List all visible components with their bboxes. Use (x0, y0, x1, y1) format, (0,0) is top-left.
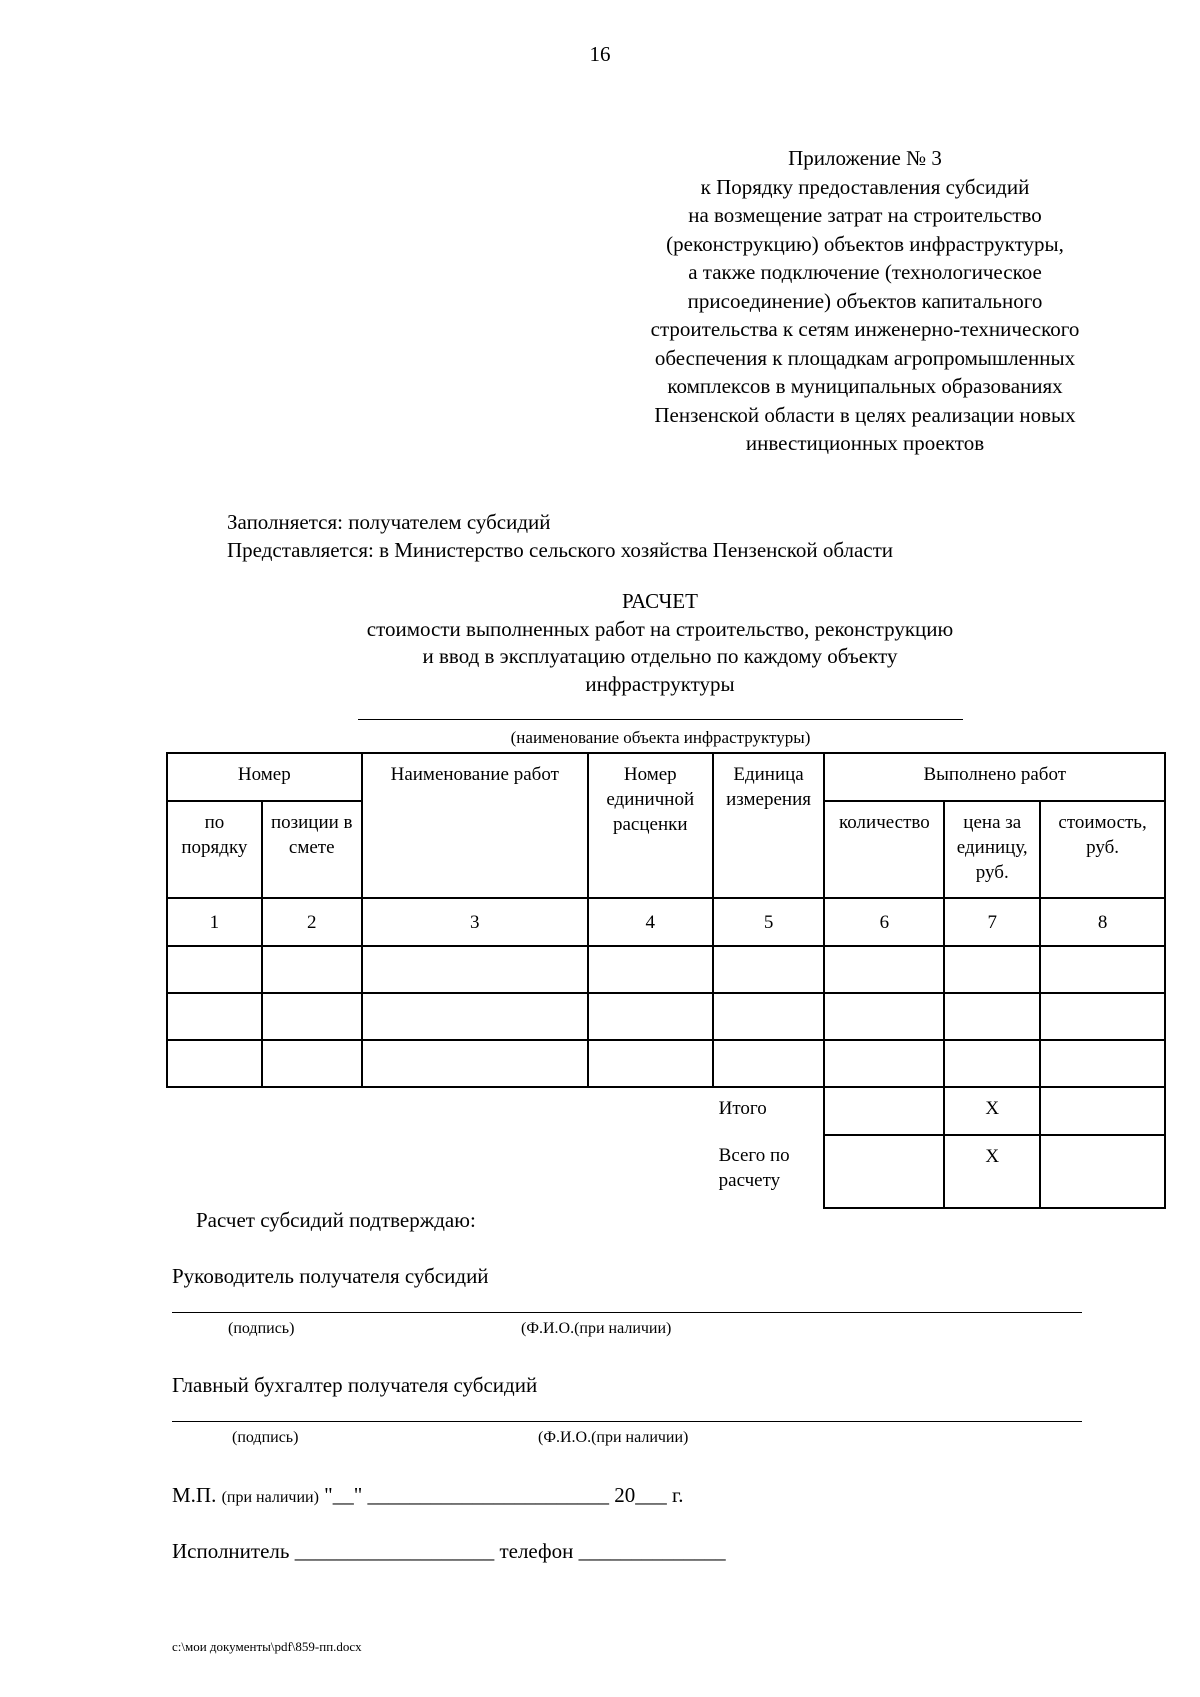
header-unit: Единица измерения (713, 753, 825, 898)
calc-subtitle-line: стоимости выполненных работ на строительство, реконструкцию (366, 616, 954, 641)
col-number: 3 (362, 898, 588, 946)
page-number: 16 (589, 42, 611, 66)
mp-note: (при наличии) (221, 1489, 319, 1506)
table-cell[interactable] (713, 993, 825, 1040)
submitted-to: Представляется: в Министерство сельского хозяйства Пензенской области (227, 538, 894, 562)
executor-line: Исполнитель ___________________ телефон ______________ (172, 1539, 726, 1563)
appendix-line: на возмещение затрат на строительство (688, 203, 1042, 227)
table-cell[interactable] (713, 1040, 825, 1087)
header-unit-price: цена за единицу, руб. (944, 801, 1040, 898)
works-table (166, 752, 1166, 1209)
table-row (167, 946, 1165, 993)
table-cell[interactable] (588, 993, 713, 1040)
col-number: 2 (262, 898, 362, 946)
head-label: Руководитель получателя субсидий (172, 1264, 489, 1288)
header-ordinal: по порядку (167, 801, 262, 898)
accountant-label: Главный бухгалтер получателя субсидий (172, 1373, 538, 1397)
calc-subtitle-line: инфраструктуры (585, 671, 735, 696)
stamp-line (172, 1483, 684, 1508)
table-cell[interactable] (944, 993, 1040, 1040)
table-cell[interactable] (1040, 1040, 1165, 1087)
table-cell[interactable] (944, 946, 1040, 993)
table-cell[interactable] (824, 1040, 944, 1087)
appendix-line: Приложение № 3 (788, 146, 942, 170)
calc-title: РАСЧЕТ (622, 589, 698, 613)
table-cell[interactable] (588, 1040, 713, 1087)
table-cell[interactable] (824, 946, 944, 993)
header-estimate-pos: позиции в смете (262, 801, 362, 898)
accountant-name-caption: (Ф.И.О.(при наличии) (538, 1429, 689, 1446)
grand-quantity-cell[interactable] (824, 1135, 944, 1208)
object-name-caption: (наименование объекта инфраструктуры) (510, 728, 811, 747)
header-cost: стоимость, руб. (1040, 801, 1165, 898)
table-cell[interactable] (167, 1040, 262, 1087)
appendix-line: комплексов в муниципальных образованиях (667, 374, 1063, 398)
appendix-block (615, 144, 1115, 458)
table-cell[interactable] (362, 993, 588, 1040)
col-number: 1 (167, 898, 262, 946)
table-cell[interactable] (824, 993, 944, 1040)
header-number: Номер (167, 753, 362, 801)
head-name-caption: (Ф.И.О.(при наличии) (521, 1320, 672, 1337)
appendix-line: присоединение) объектов капитального (687, 288, 1043, 313)
appendix-line: к Порядку предоставления субсидий (700, 174, 1030, 199)
total-x-mark: Х (944, 1087, 1040, 1135)
blank-area (167, 1135, 713, 1208)
table-cell[interactable] (362, 1040, 588, 1087)
col-number: 5 (713, 898, 825, 946)
total-row (167, 1087, 1165, 1135)
col-number: 6 (824, 898, 944, 946)
table-row (167, 993, 1165, 1040)
table-cell[interactable] (262, 1040, 362, 1087)
accountant-signature-caption: (подпись) (232, 1429, 299, 1446)
grand-total-label: Всего по расчету (718, 1145, 790, 1191)
calc-subtitle-line: и ввод в эксплуатацию отдельно по каждому объекту (422, 644, 898, 668)
header-done: Выполнено работ (824, 753, 1165, 801)
appendix-line: обеспечения к площадкам агропромышленных (654, 345, 1076, 370)
filled-by: Заполняется: получателем субсидий (227, 510, 551, 534)
header-unit-rate: Номер единичной расценки (588, 753, 713, 898)
head-signature-line[interactable] (172, 1312, 1082, 1313)
appendix-line: (реконструкцию) объектов инфраструктуры, (666, 231, 1064, 256)
table-cell[interactable] (1040, 946, 1165, 993)
fill-info (227, 508, 893, 564)
table-cell[interactable] (362, 946, 588, 993)
table-cell[interactable] (262, 946, 362, 993)
col-number: 8 (1040, 898, 1165, 946)
accountant-signature-line[interactable] (172, 1421, 1082, 1422)
table-cell[interactable] (713, 946, 825, 993)
col-number: 4 (588, 898, 713, 946)
table-cell[interactable] (1040, 993, 1165, 1040)
confirm-text: Расчет субсидий подтверждаю: (196, 1208, 476, 1232)
calc-title-block (200, 588, 1120, 698)
blank-area (167, 1087, 713, 1135)
date-field[interactable]: "__" _______________________ 20___ г. (324, 1483, 684, 1507)
table-cell[interactable] (588, 946, 713, 993)
grand-x-mark: Х (944, 1135, 1040, 1208)
appendix-line: а также подключение (технологическое (688, 260, 1042, 284)
header-quantity: количество (824, 801, 944, 898)
total-label: Итого (718, 1098, 767, 1119)
grand-cost-cell[interactable] (1040, 1135, 1165, 1208)
footer-path: c:\мои документы\pdf\859-пп.docx (172, 1639, 362, 1654)
col-number: 7 (944, 898, 1040, 946)
total-quantity-cell[interactable] (824, 1087, 944, 1135)
header-work-name: Наименование работ (362, 753, 588, 898)
appendix-line: строительства к сетям инженерно-технического (650, 317, 1080, 341)
appendix-line: Пензенской области в целях реализации новых (654, 402, 1076, 427)
appendix-line: инвестиционных проектов (745, 431, 985, 455)
table-cell[interactable] (167, 993, 262, 1040)
table-cell[interactable] (262, 993, 362, 1040)
head-signature-caption: (подпись) (228, 1320, 295, 1337)
table-row (167, 1040, 1165, 1087)
table-cell[interactable] (167, 946, 262, 993)
total-cost-cell[interactable] (1040, 1087, 1165, 1135)
mp-label: М.П. (172, 1483, 217, 1507)
table-cell[interactable] (944, 1040, 1040, 1087)
grand-total-row (167, 1135, 1165, 1208)
object-name-line[interactable] (358, 719, 963, 720)
